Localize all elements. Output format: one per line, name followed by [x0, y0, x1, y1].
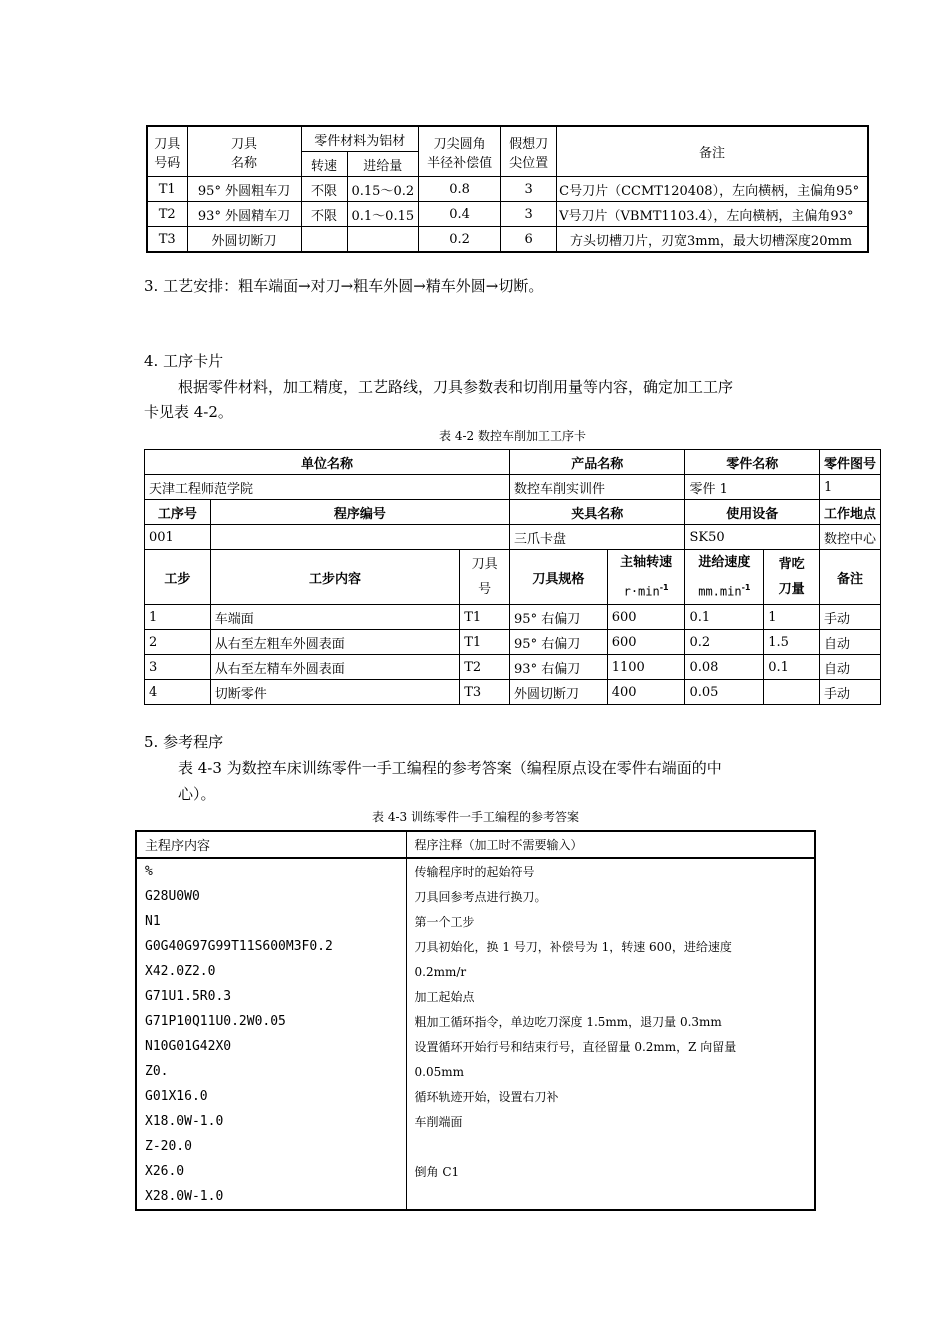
cell-depth — [764, 680, 820, 705]
cell-code: Z0. — [136, 1059, 406, 1084]
cell-tip: 3 — [501, 202, 557, 227]
header-tip-position: 假想刀 尖位置 — [501, 126, 557, 177]
cell-depth: 1 — [764, 605, 820, 630]
header-feed-speed: 进给速度 $mm.\min^{-1}$ — [685, 550, 764, 605]
cell-code: G71U1.5R0.3 — [136, 984, 406, 1009]
cell-code: Z-20.0 — [136, 1134, 406, 1159]
cell-spindle: 600 — [607, 605, 685, 630]
header-program-no: 程序编号 — [210, 500, 509, 525]
cell-spec: 93° 右偏刀 — [510, 655, 608, 680]
cell-feed — [347, 227, 419, 253]
cell-fixture: 三爪卡盘 — [510, 525, 685, 550]
cell-tip: 6 — [501, 227, 557, 253]
table-row — [145, 605, 881, 630]
header-spindle-speed: 主轴转速 $r\cdot\min^{-1}$ — [607, 550, 685, 605]
cell-feed: 0.08 — [685, 655, 764, 680]
section-title-reference-program: 5. 参考程序 — [144, 733, 224, 751]
cell-radius: 0.8 — [419, 177, 501, 202]
header-main-program: 主程序内容 — [136, 831, 406, 858]
cell-tip: 3 — [501, 177, 557, 202]
cell-comment — [406, 1134, 815, 1159]
cell-feed: 0.15～0.2 — [347, 177, 419, 202]
cell-spindle: 400 — [607, 680, 685, 705]
table-row — [136, 1059, 815, 1084]
header-drawing: 零件图号 — [819, 450, 880, 475]
cell-feed: 0.2 — [685, 630, 764, 655]
cell-program-no — [210, 525, 509, 550]
cell-feed: 0.05 — [685, 680, 764, 705]
table-row — [136, 1134, 815, 1159]
header-tool-code: 刀具 号码 — [147, 126, 187, 177]
cell-code: N10G01G42X0 — [136, 1034, 406, 1059]
cell-comment: 设置循环开始行号和结束行号，直径留量 0.2mm，Z 向留量 — [406, 1034, 815, 1059]
cell-comment: 0.2mm/r — [406, 959, 815, 984]
table-row — [136, 858, 815, 884]
table-row — [136, 909, 815, 934]
header-program-comment: 程序注释（加工时不需要输入） — [406, 831, 815, 858]
cell-code: T1 — [147, 177, 187, 202]
header-cut-depth: 背吃 刀量 — [764, 550, 820, 605]
table-row — [136, 1184, 815, 1210]
cell-place: 数控中心 — [819, 525, 880, 550]
cell-code: X28.0W-1.0 — [136, 1184, 406, 1210]
cell-spec: 95° 右偏刀 — [510, 630, 608, 655]
header-note: 备注 — [557, 126, 868, 177]
cell-feed: 0.1 — [685, 605, 764, 630]
cell-comment: 刀具初始化，换 1 号刀，补偿号为 1，转速 600，进给速度 — [406, 934, 815, 959]
header-tool-no: 刀具 号 — [460, 550, 510, 605]
cell-content: 从右至左精车外圆表面 — [210, 655, 459, 680]
cell-feed: 0.1～0.15 — [347, 202, 419, 227]
cell-step: 1 — [145, 605, 211, 630]
process-arrangement: 3. 工艺安排：粗车端面→对刀→粗车外圆→精车外圆→切断。 — [144, 277, 544, 295]
header-step-content: 工步内容 — [210, 550, 459, 605]
cell-tool: T2 — [460, 655, 510, 680]
cell-equipment: SK50 — [685, 525, 820, 550]
cell-comment: 粗加工循环指令，单边吃刀深度 1.5mm，退刀量 0.3mm — [406, 1009, 815, 1034]
cell-code: N1 — [136, 909, 406, 934]
header-tool-name: 刀具 名称 — [187, 126, 301, 177]
cell-name: 外圆切断刀 — [187, 227, 301, 253]
table-row — [136, 1109, 815, 1134]
cell-spec: 外圆切断刀 — [510, 680, 608, 705]
cell-content: 从右至左粗车外圆表面 — [210, 630, 459, 655]
cell-radius: 0.2 — [419, 227, 501, 253]
cell-radius: 0.4 — [419, 202, 501, 227]
cell-code: % — [136, 858, 406, 884]
reference-program-table — [135, 830, 816, 1211]
cell-speed: 不限 — [301, 202, 347, 227]
header-feed: 进给量 — [347, 152, 419, 177]
header-tool-spec: 刀具规格 — [510, 550, 608, 605]
cell-spindle: 1100 — [607, 655, 685, 680]
cell-speed — [301, 227, 347, 253]
cell-code: G0G40G97G99T11S600M3F0.2 — [136, 934, 406, 959]
header-product: 产品名称 — [510, 450, 685, 475]
cell-code: G71P10Q11U0.2W0.05 — [136, 1009, 406, 1034]
cell-comment: 倒角 C1 — [406, 1159, 815, 1184]
cell-comment: 0.05mm — [406, 1059, 815, 1084]
table-row — [136, 1084, 815, 1109]
cell-comment: 刀具回参考点进行换刀。 — [406, 884, 815, 909]
cell-depth: 0.1 — [764, 655, 820, 680]
table-row — [136, 1159, 815, 1184]
cell-tool: T1 — [460, 630, 510, 655]
cell-step: 4 — [145, 680, 211, 705]
process-card-table — [144, 449, 881, 705]
section-title-process-card: 4. 工序卡片 — [144, 352, 224, 370]
cell-note: V号刀片（VBMT1103.4），左向横柄，主偏角93° — [557, 202, 868, 227]
table-row — [145, 655, 881, 680]
table-row — [136, 959, 815, 984]
cell-content: 切断零件 — [210, 680, 459, 705]
cell-spec: 95° 右偏刀 — [510, 605, 608, 630]
header-tip-radius: 刀尖圆角 半径补偿值 — [419, 126, 501, 177]
cell-content: 车端面 — [210, 605, 459, 630]
cell-code: X26.0 — [136, 1159, 406, 1184]
paragraph-line: 表 4-3 为数控车床训练零件一手工编程的参考答案（编程原点设在零件右端面的中 — [178, 759, 722, 777]
header-material: 零件材料为铝材 — [301, 126, 419, 152]
cell-note: C号刀片（CCMT120408），左向横柄，主偏角95° — [557, 177, 868, 202]
header-step: 工步 — [145, 550, 211, 605]
header-part: 零件名称 — [685, 450, 820, 475]
table-row — [147, 177, 868, 202]
cell-comment: 车削端面 — [406, 1109, 815, 1134]
header-equipment: 使用设备 — [685, 500, 820, 525]
cell-unit: 天津工程师范学院 — [145, 475, 510, 500]
cell-remark: 自动 — [819, 630, 880, 655]
table-row — [136, 984, 815, 1009]
cell-part: 零件 1 — [685, 475, 820, 500]
table-row — [136, 1009, 815, 1034]
header-speed: 转速 — [301, 152, 347, 177]
table-caption: 表 4-2 数控车削加工工序卡 — [439, 429, 586, 443]
paragraph-line: 卡见表 4-2。 — [144, 403, 233, 421]
table-row — [147, 202, 868, 227]
cell-remark: 自动 — [819, 655, 880, 680]
cell-name: 95° 外圆粗车刀 — [187, 177, 301, 202]
table-row — [147, 227, 868, 253]
header-fixture: 夹具名称 — [510, 500, 685, 525]
cell-step: 3 — [145, 655, 211, 680]
table-row — [145, 630, 881, 655]
cell-tool: T3 — [460, 680, 510, 705]
cell-code: T3 — [147, 227, 187, 253]
cell-code: G28U0W0 — [136, 884, 406, 909]
cell-drawing: 1 — [819, 475, 880, 500]
cell-spindle: 600 — [607, 630, 685, 655]
table-row — [136, 934, 815, 959]
header-unit: 单位名称 — [145, 450, 510, 475]
cell-product: 数控车削实训件 — [510, 475, 685, 500]
header-place: 工作地点 — [819, 500, 880, 525]
cell-comment: 第一个工步 — [406, 909, 815, 934]
cell-code: X18.0W-1.0 — [136, 1109, 406, 1134]
cell-step: 2 — [145, 630, 211, 655]
table-row — [136, 884, 815, 909]
cell-depth: 1.5 — [764, 630, 820, 655]
cell-code: G01X16.0 — [136, 1084, 406, 1109]
table-row — [145, 680, 881, 705]
cell-code: T2 — [147, 202, 187, 227]
cell-comment — [406, 1184, 815, 1210]
cell-comment: 加工起始点 — [406, 984, 815, 1009]
cell-remark: 手动 — [819, 680, 880, 705]
cell-note: 方头切槽刀片，刃宽3mm，最大切槽深度20mm — [557, 227, 868, 253]
cell-tool: T1 — [460, 605, 510, 630]
cell-code: X42.0Z2.0 — [136, 959, 406, 984]
tool-parameter-table — [146, 125, 869, 253]
cell-speed: 不限 — [301, 177, 347, 202]
table-caption: 表 4-3 训练零件一手工编程的参考答案 — [372, 810, 579, 824]
cell-remark: 手动 — [819, 605, 880, 630]
cell-process-no: 001 — [145, 525, 211, 550]
cell-name: 93° 外圆精车刀 — [187, 202, 301, 227]
paragraph-line: 根据零件材料，加工精度，工艺路线，刀具参数表和切削用量等内容，确定加工工序 — [178, 378, 734, 396]
header-remark: 备注 — [819, 550, 880, 605]
cell-comment: 传输程序时的起始符号 — [406, 858, 815, 884]
paragraph-line: 心）。 — [178, 785, 216, 803]
header-process-no: 工序号 — [145, 500, 211, 525]
table-row — [136, 1034, 815, 1059]
cell-comment: 循环轨迹开始，设置右刀补 — [406, 1084, 815, 1109]
